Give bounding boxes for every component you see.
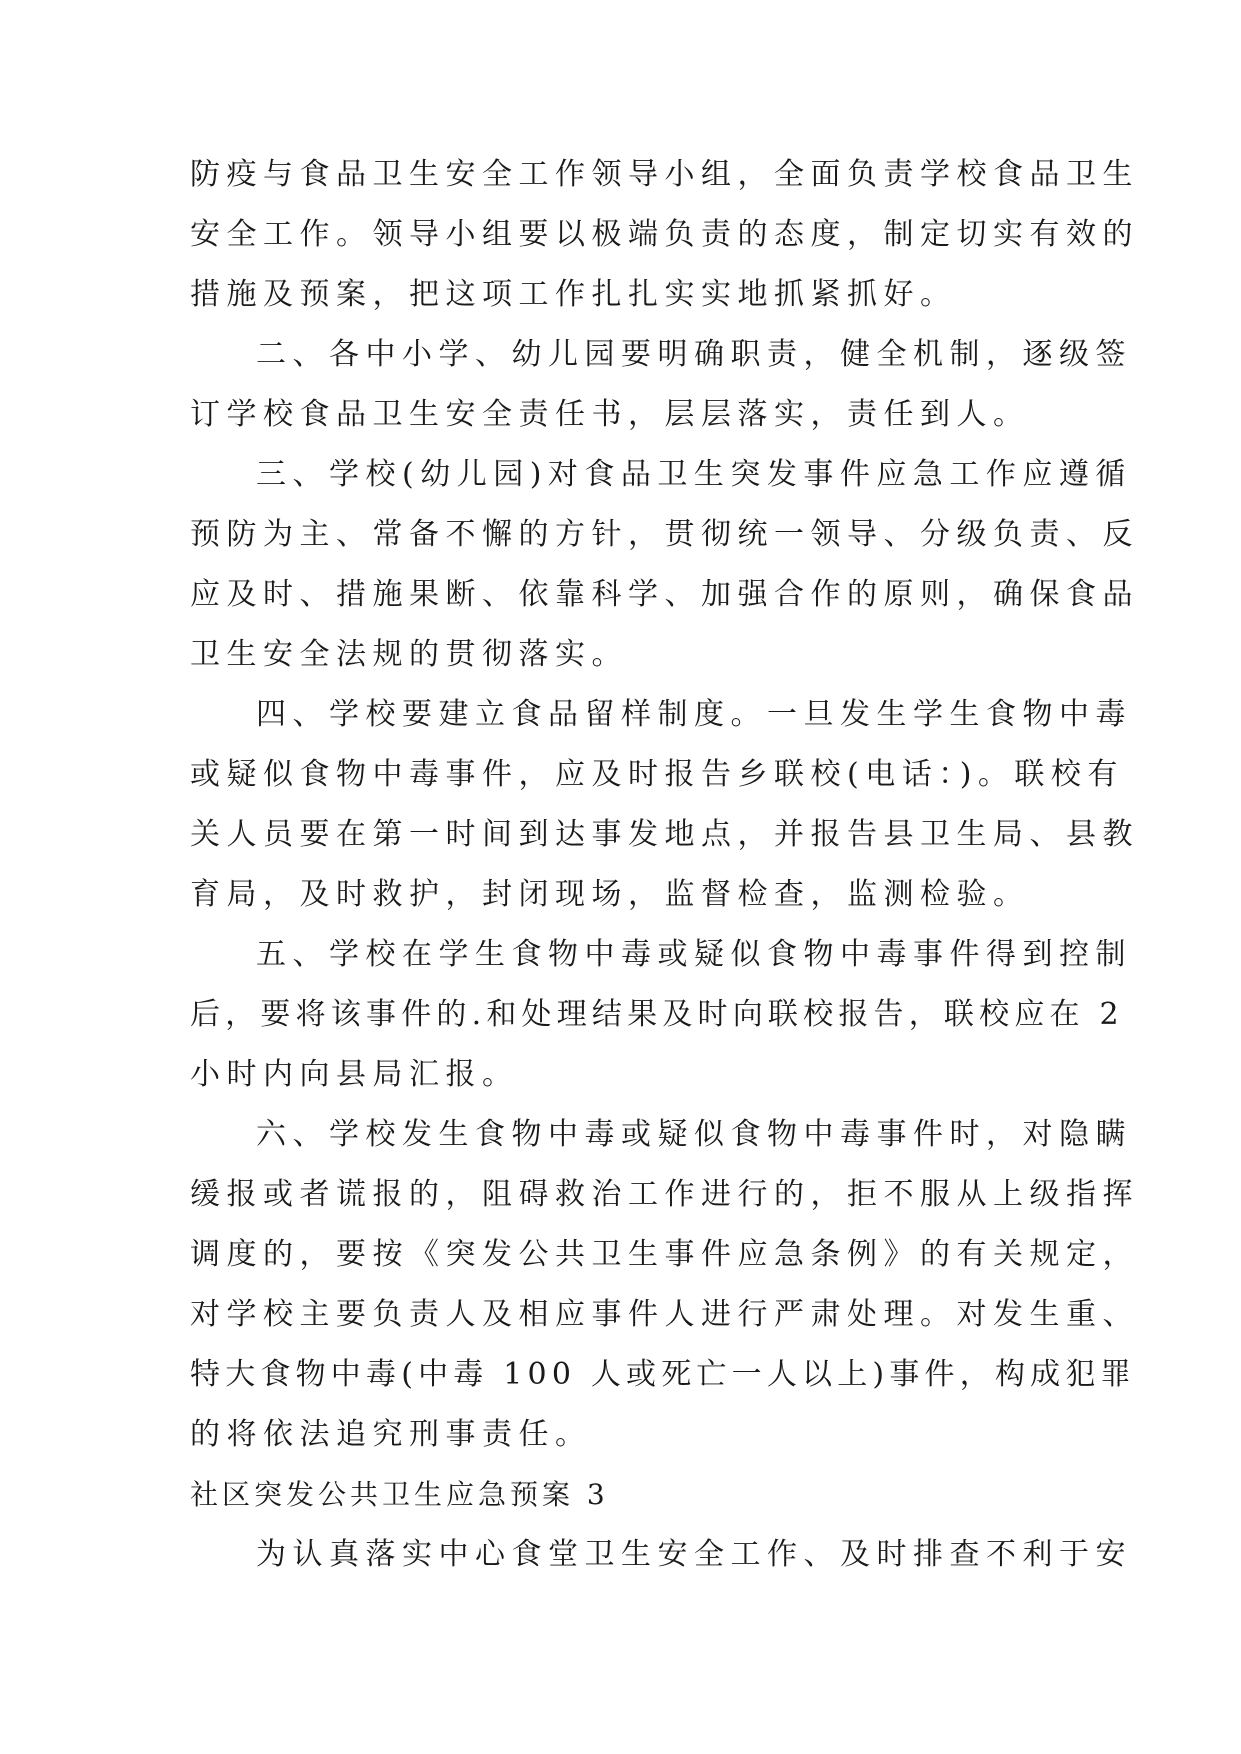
paragraph-line: 或疑似食物中毒事件，应及时报告乡联校(电话：)。联校有 xyxy=(190,757,1124,792)
paragraph-line-indented: 五、学校在学生食物中毒或疑似食物中毒事件得到控制 xyxy=(256,937,1132,972)
paragraph-line-indented: 六、学校发生食物中毒或疑似食物中毒事件时，对隐瞒 xyxy=(256,1117,1132,1152)
paragraph-line: 预防为主、常备不懈的方针，贯彻统一领导、分级负责、反 xyxy=(190,517,1139,552)
paragraph-line-indented: 三、学校(幼儿园)对食品卫生突发事件应急工作应遵循 xyxy=(256,457,1132,492)
paragraph-line: 特大食物中毒(中毒 100 人或死亡一人以上)事件，构成犯罪 xyxy=(190,1357,1136,1392)
paragraph-line: 防疫与食品卫生安全工作领导小组，全面负责学校食品卫生 xyxy=(190,157,1139,192)
paragraph-line: 应及时、措施果断、依靠科学、加强合作的原则，确保食品 xyxy=(190,577,1139,612)
paragraph-line: 育局，及时救护，封闭现场，监督检查，监测检验。 xyxy=(190,877,1030,912)
paragraph-line-indented: 四、学校要建立食品留样制度。一旦发生学生食物中毒 xyxy=(256,697,1132,732)
paragraph-line: 订学校食品卫生安全责任书，层层落实，责任到人。 xyxy=(190,397,1030,432)
paragraph-line: 关人员要在第一时间到达事发地点，并报告县卫生局、县教 xyxy=(190,817,1139,852)
paragraph-line: 安全工作。领导小组要以极端负责的态度，制定切实有效的 xyxy=(190,217,1139,252)
paragraph-line: 后，要将该事件的.和处理结果及时向联校报告，联校应在 2 xyxy=(190,997,1124,1032)
paragraph-line: 措施及预案，把这项工作扎扎实实地抓紧抓好。 xyxy=(190,277,957,312)
paragraph-line: 的将依法追究刑事责任。 xyxy=(190,1417,592,1452)
paragraph-line-indented: 为认真落实中心食堂卫生安全工作、及时排查不利于安 xyxy=(256,1537,1132,1572)
paragraph-line: 小时内向县局汇报。 xyxy=(190,1057,519,1092)
paragraph-line: 调度的，要按《突发公共卫生事件应急条例》的有关规定， xyxy=(190,1237,1139,1272)
paragraph-line: 对学校主要负责人及相应事件人进行严肃处理。对发生重、 xyxy=(190,1297,1139,1332)
paragraph-line: 卫生安全法规的贯彻落实。 xyxy=(190,637,628,672)
paragraph-line: 缓报或者谎报的，阻碍救治工作进行的，拒不服从上级指挥 xyxy=(190,1177,1139,1212)
document-body xyxy=(190,157,1139,1600)
section-heading: 社区突发公共卫生应急预案 3 xyxy=(190,1478,609,1511)
paragraph-line-indented: 二、各中小学、幼儿园要明确职责，健全机制，逐级签 xyxy=(256,337,1132,372)
